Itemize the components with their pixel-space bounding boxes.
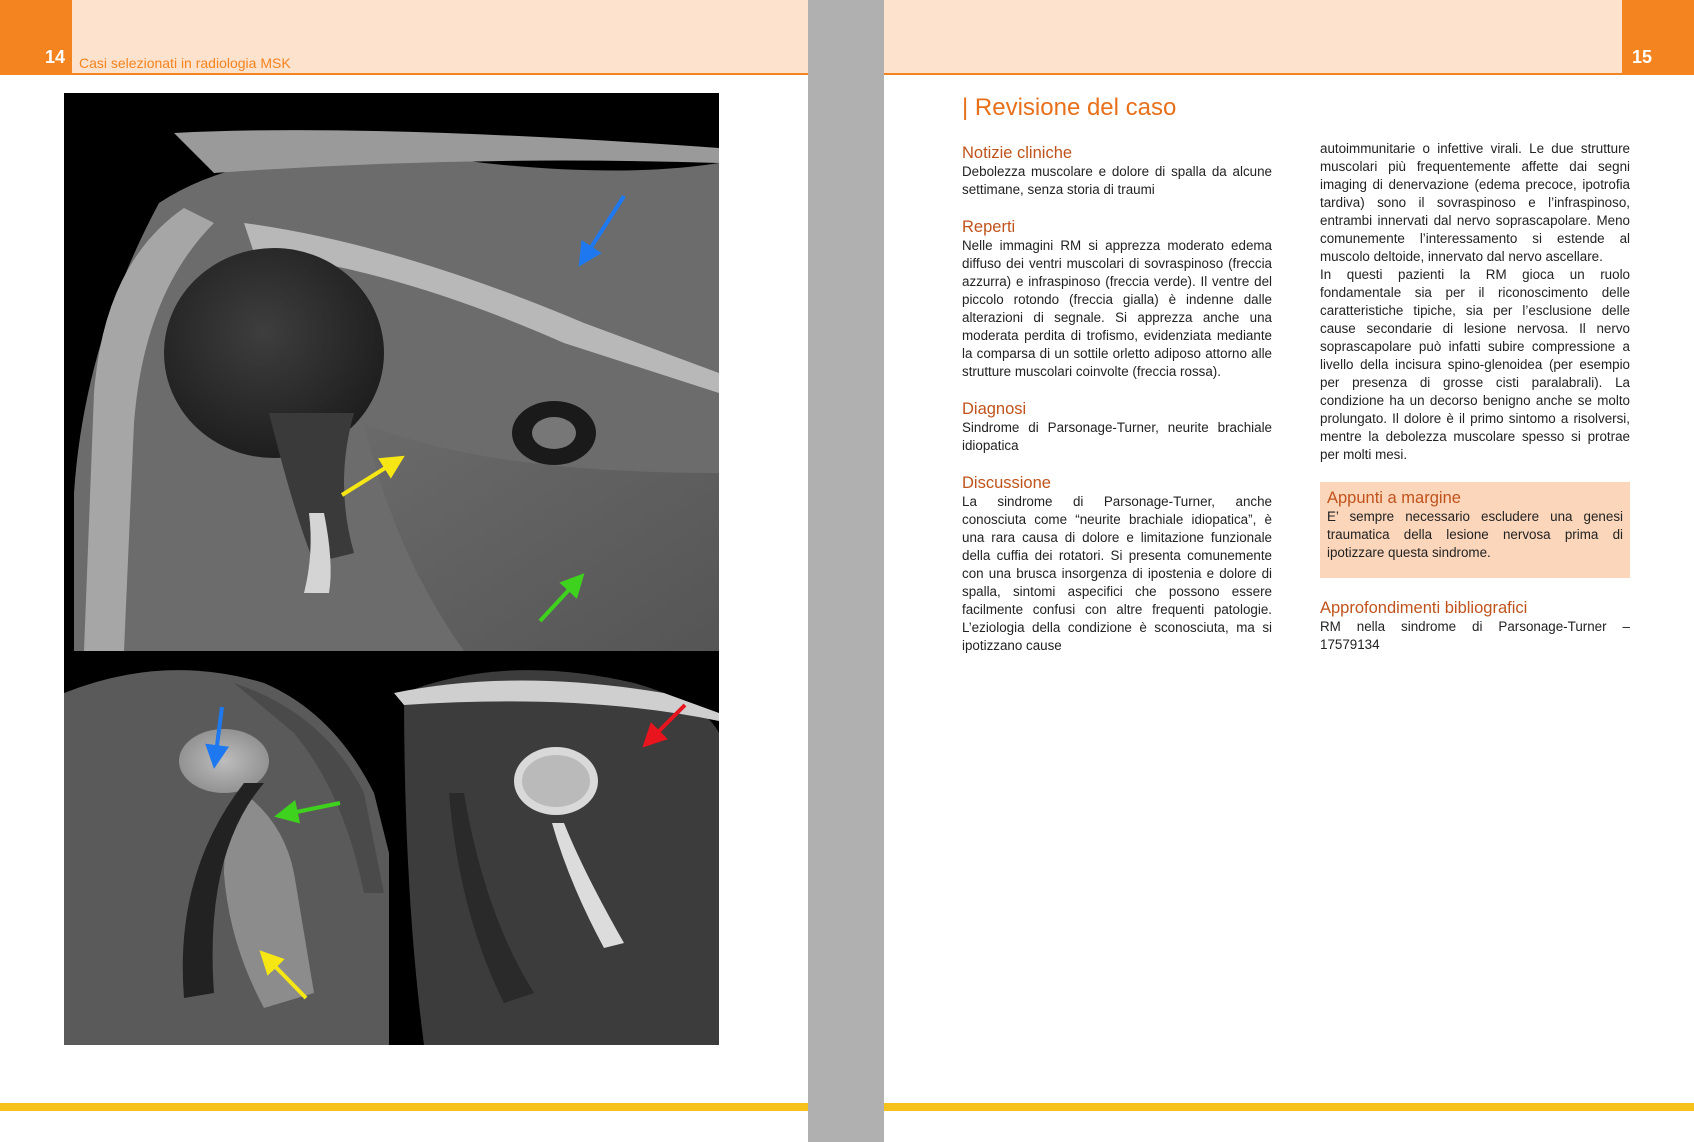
page-title: | Revisione del caso	[962, 94, 1177, 121]
mri-t1-panel	[389, 651, 719, 1045]
appunti-text: E’ sempre necessario escludere una genesi traumatica della lesione nervosa prima di ipotizzare questa sindrome.	[1327, 509, 1623, 560]
header-band	[884, 0, 1694, 75]
running-title: Casi selezionati in radiologia MSK	[79, 55, 291, 71]
page-number: 15	[1632, 47, 1653, 67]
footer-line	[884, 1103, 1694, 1111]
reperti-text: Nelle immagini RM si apprezza moderato edema diffuso dei ventri muscolari di sovraspinoso (freccia azzurra) e infraspinoso (freccia verde). Il ventre del piccolo rotondo (freccia gialla) è indenne dalle alterazioni di segnale. Si apprezza anche una moderata perdita di trofismo, evidenziata mediante la comparsa di un sottile orletto adiposo attorno alle strutture muscolari coinvolte (freccia rossa).	[962, 238, 1272, 379]
reperti-heading: Reperti	[962, 218, 1016, 236]
book-gutter	[808, 0, 884, 1142]
appunti-heading: Appunti a margine	[1327, 489, 1461, 507]
discussione-heading: Discussione	[962, 474, 1051, 492]
appunti-box	[1320, 482, 1630, 578]
text-column-left	[962, 143, 1272, 673]
mri-coronal-panel	[64, 93, 719, 651]
discussione-text: La sindrome di Parsonage-Turner, anche conosciuta come “neurite brachiale idiopatica”, è una rara causa di dolore e limitazione funzionale della cuffia dei rotatori. Si presenta comunemente con una brusca insorgenza di ipostenia e dolore di spalla, sintomi aspecifici che possono essere facilmente confusi con altre frequenti patologie. L’eziologia della condizione è sconosciuta, ma si ipotizzano cause	[962, 494, 1272, 653]
notizie-text: Debolezza muscolare e dolore di spalla da alcune settimane, senza storia di traumi	[962, 164, 1272, 197]
bibliografia-heading: Approfondimenti bibliografici	[1320, 599, 1528, 617]
page-number-box	[0, 0, 72, 75]
right-page	[884, 0, 1694, 1142]
text-column-right	[1320, 140, 1630, 654]
diagnosi-heading: Diagnosi	[962, 400, 1027, 418]
left-page	[0, 0, 808, 1142]
mri-figure	[64, 93, 719, 1045]
mri-panels	[64, 93, 719, 1045]
bibliografia-text: RM nella sindrome di Parsonage-Turner – 17579134	[1320, 619, 1630, 652]
discussione-continuation: autoimmunitarie o infettive virali. Le due strutture muscolari più frequentemente affette dai segni imaging di denervazione (edema precoce, ipotrofia tardiva) sono il sovraspinoso e l’infraspinoso, entrambi innervati dal nervo soprascapolare. Meno comunemente l’interessamento si estende al muscolo deltoide, innervato dal nervo ascellare.	[1320, 141, 1630, 264]
diagnosi-text: Sindrome di Parsonage-Turner, neurite brachiale idiopatica	[962, 420, 1272, 453]
mri-sagittal-panel	[64, 651, 389, 1045]
page-number-box	[1622, 0, 1694, 75]
discussione-paragraph2: In questi pazienti la RM gioca un ruolo fondamentale sia per il riconoscimento delle caratteristiche tipiche, sia per l’esclusione delle cause secondarie di lesione nervosa. Il nervo soprascapolare può infatti subire compressione a livello della incisura spino-glenoidea (per esempio per presenza di grosse cisti paralabrali). La condizione ha un decorso benigno anche se molto prolungato. Il dolore è il primo sintomo a risolversi, mentre la debolezza muscolare spesso si protrae per molti mesi.	[1320, 267, 1630, 462]
bibliografia-section	[1320, 598, 1630, 654]
notizie-heading: Notizie cliniche	[962, 144, 1073, 162]
footer-line	[0, 1103, 808, 1111]
page-number: 14	[44, 47, 65, 67]
